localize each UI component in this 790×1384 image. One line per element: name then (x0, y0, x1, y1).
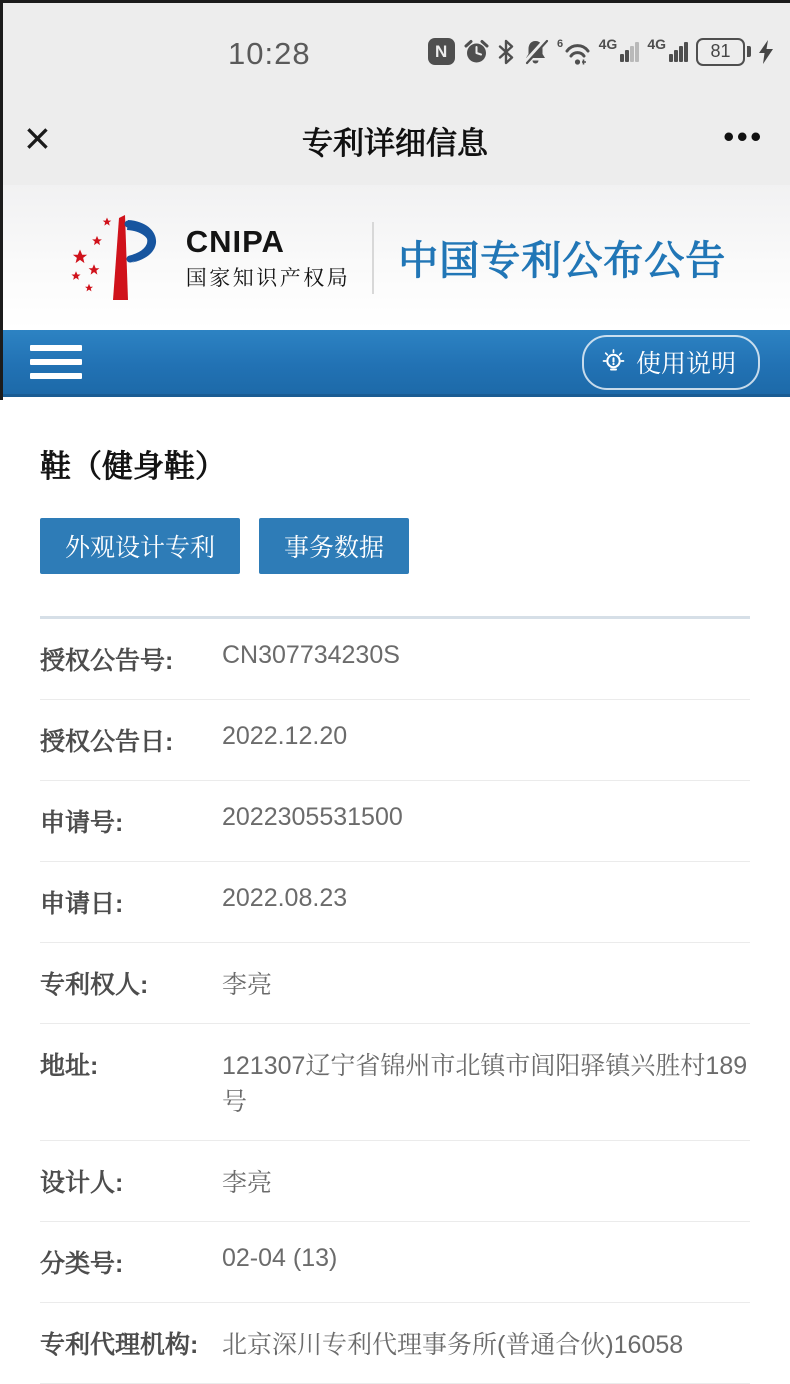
design-patent-button[interactable]: 外观设计专利 (40, 518, 240, 574)
nav-bar (0, 330, 790, 397)
field-table (40, 619, 750, 1384)
transaction-data-button[interactable]: 事务数据 (259, 518, 409, 574)
battery-level: 81 (696, 38, 745, 66)
alarm-icon (463, 38, 490, 65)
wifi-icon (557, 38, 591, 66)
field-value: 02-04 (13) (222, 1244, 338, 1272)
patent-title: 鞋（健身鞋） (40, 449, 226, 484)
table-row (40, 1222, 750, 1303)
clock-time: 10:28 (228, 36, 311, 71)
charging-bolt-icon (759, 40, 774, 64)
hamburger-menu-button[interactable] (30, 345, 82, 379)
cnipa-logo-icon (64, 210, 182, 306)
field-value: CN307734230S (222, 641, 400, 669)
field-value: 2022.08.23 (222, 884, 348, 912)
svg-text:6: 6 (556, 37, 563, 50)
field-value: 121307辽宁省锦州市北镇市闾阳驿镇兴胜村189号 (222, 1052, 748, 1116)
field-value: 李亮 (222, 971, 273, 999)
field-label: 专利代理机构: (40, 1331, 199, 1359)
site-title: 中国专利公布公告 (398, 239, 727, 283)
field-value: 2022305531500 (222, 803, 403, 831)
table-row (40, 1141, 750, 1222)
cnipa-banner (0, 185, 790, 330)
webview-header (0, 95, 790, 185)
patent-detail (0, 397, 790, 1384)
page-title: 专利详细信息 (302, 125, 488, 161)
field-label: 设计人: (40, 1169, 124, 1197)
usage-help-button[interactable] (582, 335, 760, 390)
signal-weak-icon: 4G (599, 42, 640, 62)
more-menu-button[interactable]: ••• (723, 120, 764, 154)
signal-full-icon: 4G (647, 42, 688, 62)
field-value: 北京深川专利代理事务所(普通合伙)16058 (222, 1331, 684, 1359)
table-row (40, 700, 750, 781)
bell-muted-icon (522, 39, 549, 65)
lightbulb-icon (600, 348, 627, 375)
table-row (40, 619, 750, 700)
usage-help-label: 使用说明 (635, 349, 736, 378)
field-label: 专利权人: (40, 971, 149, 999)
field-label: 申请号: (40, 809, 124, 837)
field-label: 授权公告日: (40, 728, 174, 756)
field-value: 2022.12.20 (222, 722, 348, 750)
close-button[interactable]: × (24, 112, 51, 165)
table-row (40, 1024, 750, 1141)
field-label: 授权公告号: (40, 647, 174, 675)
field-label: 地址: (40, 1052, 99, 1080)
table-row (40, 862, 750, 943)
banner-divider (372, 222, 374, 294)
org-acronym: CNIPA (185, 223, 285, 259)
tag-row (40, 518, 750, 574)
org-name: 国家知识产权局 (185, 266, 351, 290)
field-value: 李亮 (222, 1169, 273, 1197)
org-text (186, 224, 351, 292)
status-bar (0, 0, 790, 95)
table-row (40, 781, 750, 862)
nfc-icon: N (428, 38, 455, 65)
field-label: 分类号: (40, 1250, 124, 1278)
status-icons (428, 30, 790, 66)
table-row (40, 1303, 750, 1384)
table-row (40, 943, 750, 1024)
field-label: 申请日: (40, 890, 124, 918)
bluetooth-icon (498, 39, 514, 65)
battery-icon (696, 38, 751, 66)
